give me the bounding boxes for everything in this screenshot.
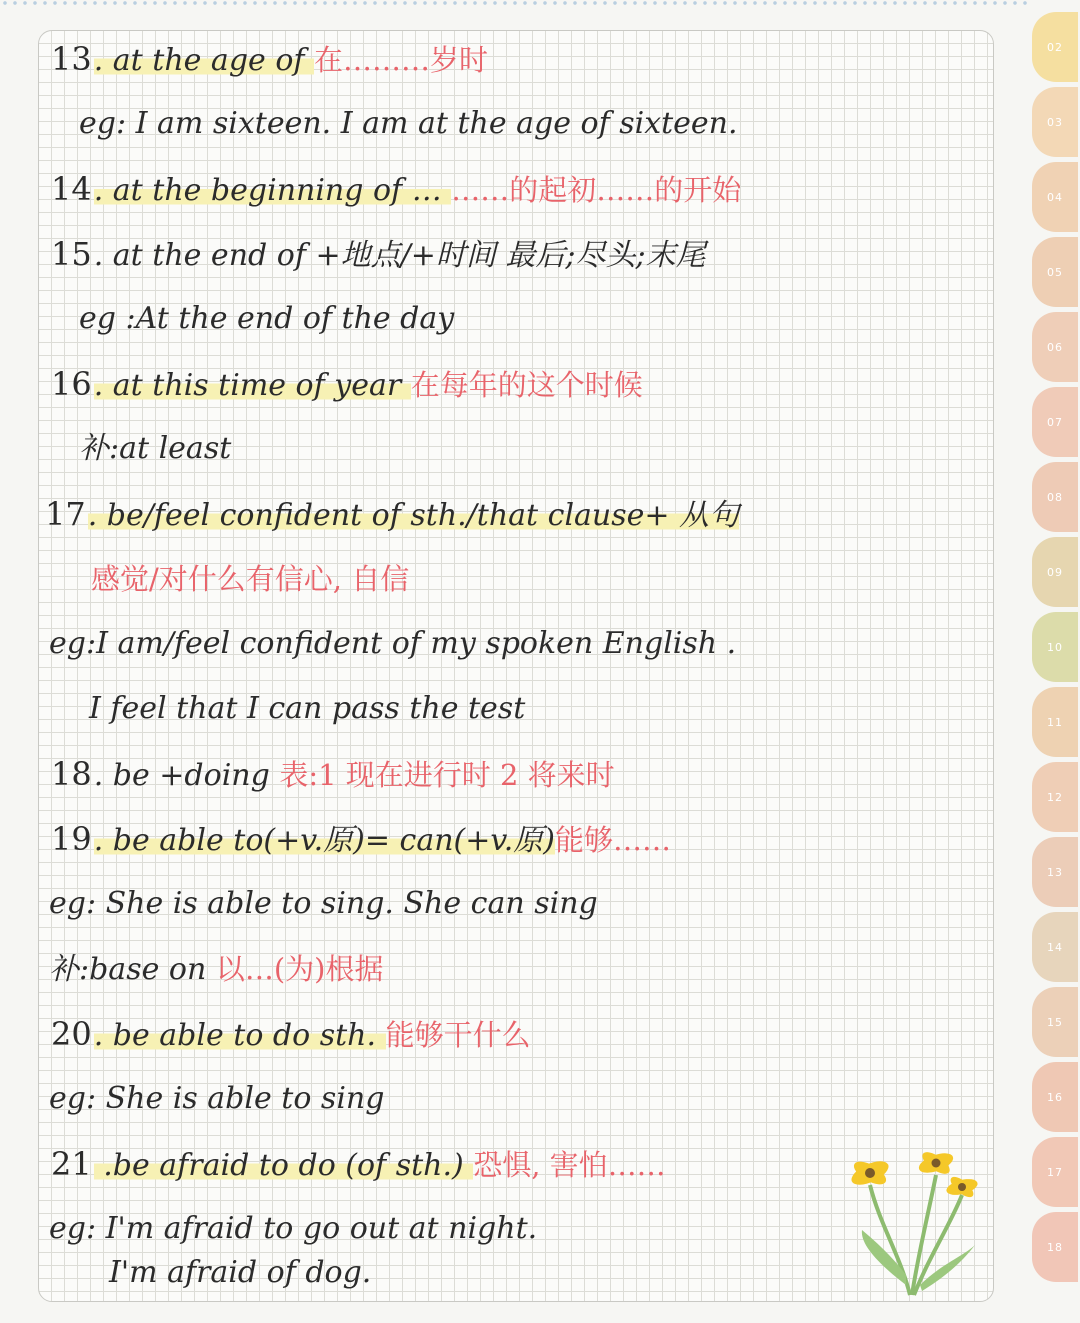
index-tab-13[interactable]: 13 xyxy=(1032,837,1078,907)
example-line: eg:I am/feel confident of my spoken English . xyxy=(49,626,737,661)
example-line: I'm afraid of dog. xyxy=(109,1255,372,1290)
note-13 xyxy=(49,39,488,81)
index-tab-09[interactable]: 09 xyxy=(1032,537,1078,607)
example-line: eg: She is able to sing. She can sing xyxy=(49,886,598,921)
note-16 xyxy=(49,364,643,406)
english-phrase: . be +doing xyxy=(93,758,280,793)
index-tab-08[interactable]: 08 xyxy=(1032,462,1078,532)
index-tab-03[interactable]: 03 xyxy=(1032,87,1078,157)
chinese-meaning: 能够干什么 xyxy=(385,1018,531,1052)
index-tab-18[interactable]: 18 xyxy=(1032,1212,1078,1282)
note-20 xyxy=(49,1014,531,1056)
chinese-meaning: 在每年的这个时候 xyxy=(410,368,643,402)
english-phrase: . at the end of +地点/+时间 最后;尽头;末尾 xyxy=(93,238,706,273)
index-tab-02[interactable]: 02 xyxy=(1032,12,1078,82)
item-number: 16 xyxy=(51,365,92,403)
chinese-meaning: 在………岁时 xyxy=(314,43,489,77)
note-18 xyxy=(49,754,615,796)
english-phrase: . be able to(+v.原)= can(+v.原) xyxy=(93,823,555,858)
chinese-meaning: 表:1 现在进行时 2 将来时 xyxy=(279,758,615,792)
example-line: eg: She is able to sing xyxy=(49,1081,385,1116)
english-phrase: . at this time of year xyxy=(93,368,411,403)
english-phrase: . at the beginning of … xyxy=(93,173,452,208)
note-17 xyxy=(43,494,739,536)
item-number: 13 xyxy=(51,40,92,78)
index-tab-07[interactable]: 07 xyxy=(1032,387,1078,457)
item-number: 15 xyxy=(51,235,92,273)
item-number: 17 xyxy=(45,495,86,533)
index-tab-12[interactable]: 12 xyxy=(1032,762,1078,832)
flower-illustration xyxy=(840,1135,990,1305)
index-tab-10[interactable]: 10 xyxy=(1032,612,1078,682)
example-line: eg :At the end of the day xyxy=(79,301,455,336)
chinese-meaning-line xyxy=(91,559,409,600)
item-number: 20 xyxy=(51,1015,92,1053)
supplement-line: 补:at least xyxy=(79,431,232,466)
index-tab-11[interactable]: 11 xyxy=(1032,687,1078,757)
index-tab-06[interactable]: 06 xyxy=(1032,312,1078,382)
note-21 xyxy=(49,1144,666,1186)
chinese-meaning: ……的起初……的开始 xyxy=(451,173,742,207)
note-19 xyxy=(49,819,671,861)
index-tab-strip xyxy=(1030,0,1080,1323)
item-number: 19 xyxy=(51,820,92,858)
note-15 xyxy=(49,234,706,276)
note-14 xyxy=(49,169,741,211)
english-phrase: 补:base on xyxy=(49,952,216,987)
chinese-meaning: 恐惧, 害怕…… xyxy=(473,1148,666,1182)
english-phrase: . at the age of xyxy=(93,43,315,78)
item-number: 18 xyxy=(51,755,92,793)
item-number: 14 xyxy=(51,170,92,208)
chinese-meaning: 感觉/对什么有信心, 自信 xyxy=(91,562,410,596)
index-tab-04[interactable]: 04 xyxy=(1032,162,1078,232)
index-tab-15[interactable]: 15 xyxy=(1032,987,1078,1057)
example-line: I feel that I can pass the test xyxy=(89,691,526,726)
english-phrase: .be afraid to do (of sth.) xyxy=(93,1148,474,1183)
english-phrase: . be able to do sth. xyxy=(93,1018,386,1053)
index-tab-16[interactable]: 16 xyxy=(1032,1062,1078,1132)
top-dot-border xyxy=(0,0,1030,6)
index-tab-17[interactable]: 17 xyxy=(1032,1137,1078,1207)
chinese-meaning: 能够…… xyxy=(555,823,672,857)
chinese-meaning: 以…(为)根据 xyxy=(215,952,384,986)
example-line: eg: I am sixteen. I am at the age of sixteen. xyxy=(79,106,738,141)
grid-notebook-page xyxy=(38,30,994,1302)
index-tab-05[interactable]: 05 xyxy=(1032,237,1078,307)
item-number: 21 xyxy=(51,1145,92,1183)
supplement-line xyxy=(49,949,383,990)
index-tab-14[interactable]: 14 xyxy=(1032,912,1078,982)
english-phrase: . be/feel confident of sth./that clause+ 从句 xyxy=(87,498,740,533)
example-line: eg: I'm afraid to go out at night. xyxy=(49,1211,538,1246)
